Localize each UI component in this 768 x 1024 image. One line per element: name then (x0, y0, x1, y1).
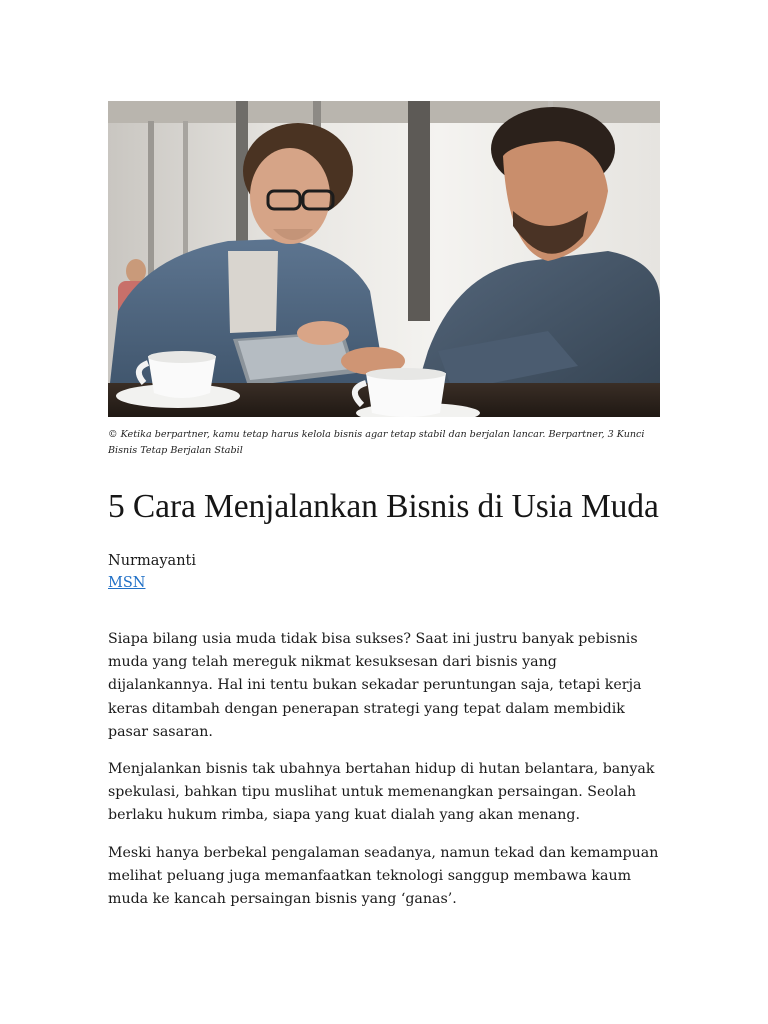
article-title: 5 Cara Menjalankan Bisnis di Usia Muda (108, 488, 659, 525)
paragraph-2 (108, 758, 660, 828)
paragraph-line: spekulasi, bahkan tipu muslihat untuk memenangkan persaingan. Seolah (108, 784, 637, 801)
hero-photo (108, 101, 660, 417)
paragraph-line: Meski hanya berbekal pengalaman seadanya, namun tekad dan kemampuan (108, 844, 659, 861)
paragraph-line: dijalankannya. Hal ini tentu bukan sekadar peruntungan saja, tetapi kerja (108, 677, 642, 694)
caption-line-2: Bisnis Tetap Berjalan Stabil (108, 445, 243, 456)
paragraph-line: berlaku hukum rimba, siapa yang kuat dialah yang akan menang. (108, 807, 580, 824)
source-link[interactable]: MSN (108, 575, 146, 591)
article-body (108, 628, 660, 911)
hero-image (108, 101, 660, 417)
paragraph-line: Siapa bilang usia muda tidak bisa sukses? Saat ini justru banyak pebisnis (108, 631, 638, 647)
paragraph-line: melihat peluang juga memanfaatkan teknologi sanggup membawa kaum (108, 867, 632, 884)
paragraph-line: pasar sasaran. (108, 723, 213, 740)
author-name: Nurmayanti (108, 553, 196, 569)
paragraph-line: keras ditambah dengan penerapan strategi yang tepat dalam membidik (108, 700, 625, 717)
article (108, 101, 660, 925)
caption-line-1: © Ketika berpartner, kamu tetap harus kelola bisnis agar tetap stabil dan berjalan lancar. Berpartner, 3 Kunci (108, 429, 645, 440)
paragraph-line: Menjalankan bisnis tak ubahnya bertahan hidup di hutan belantara, banyak (108, 761, 655, 778)
paragraph-line: muda ke kancah persaingan bisnis yang ‘ganas’. (108, 891, 457, 908)
paragraph-line: muda yang telah mereguk nikmat kesuksesan dari bisnis yang (108, 654, 557, 671)
paragraph-1 (108, 628, 660, 744)
image-caption (108, 427, 660, 459)
paragraph-3 (108, 842, 660, 912)
